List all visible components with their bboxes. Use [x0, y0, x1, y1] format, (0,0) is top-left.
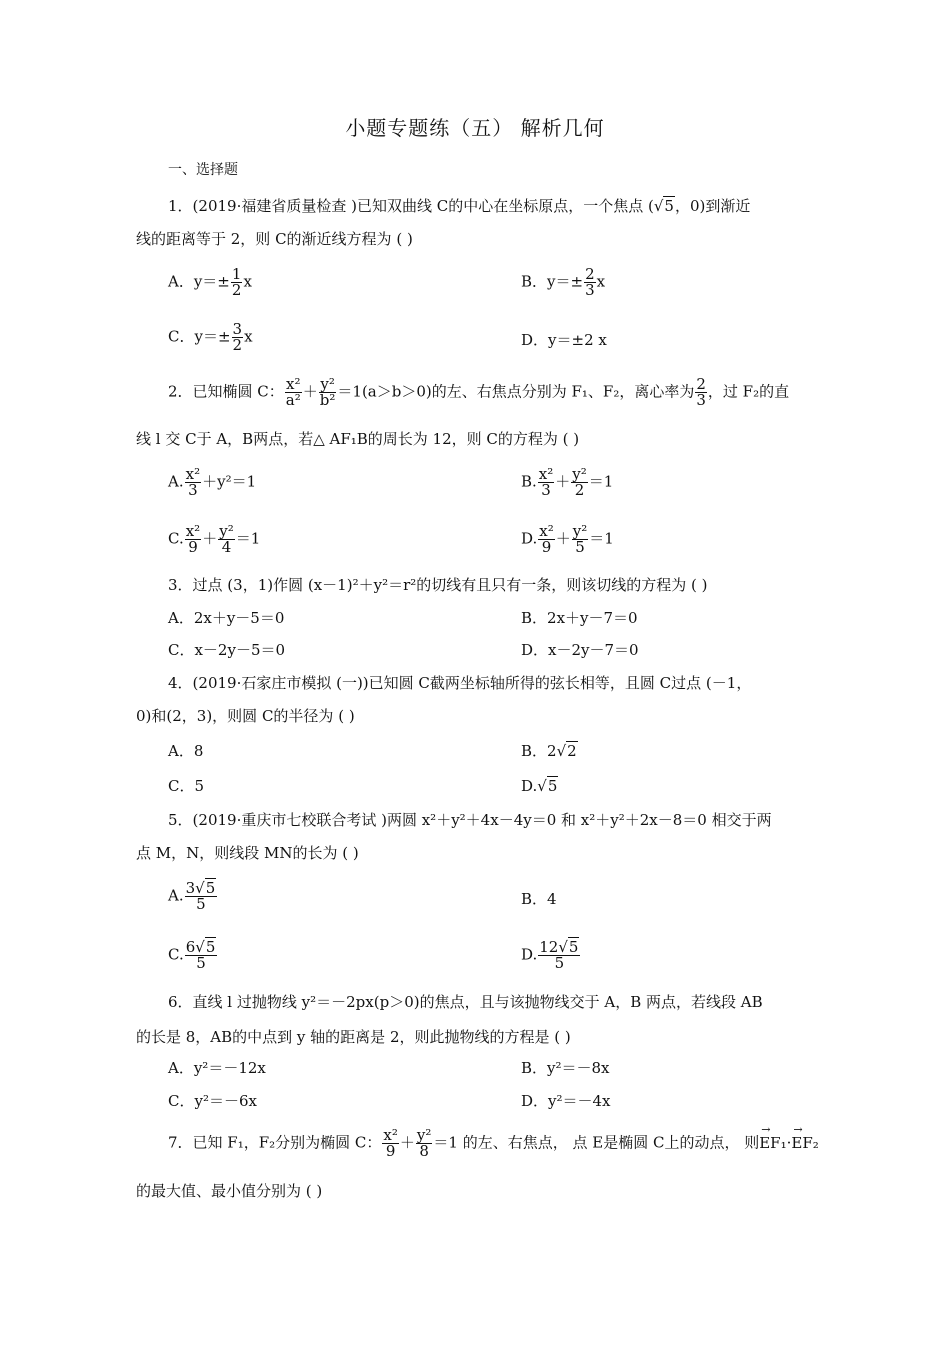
q1-line2: 线的距离等于 2，则 C的渐近线方程为 ( ) — [136, 230, 413, 248]
q7-vector-ef1: → EF₁ — [759, 1133, 786, 1153]
q6-option-c: C．y²＝－6x — [168, 1092, 257, 1110]
q5-line1: 5．(2019·重庆市七校联合考试 )两圆 x²＋y²＋4x－4y＝0 和 x²＋y²＋2x－8＝0 相交于两 — [168, 811, 772, 829]
q7-vector-ef2: → EF₂ — [791, 1133, 818, 1153]
q2-line1: 2．已知椭圆 C： $\frac{\text{x²}}{\text{a²}}$ ＋ $\frac{\text{y²}}{\text{b²}}$ ＝1(a＞b＞0)的左、右焦点分别为 F₁、F₂，离心率为 $\frac{2}{3}$ ，过 F₂的直 — [168, 375, 790, 409]
q3-text: 3．过点 (3，1)作圆 (x－1)²＋y²＝r²的切线有且只有一条，则该切线的方程为 ( ) — [168, 576, 708, 594]
q6-option-b: B．y²＝－8x — [521, 1059, 610, 1077]
q5-option-b: B．4 — [521, 890, 557, 908]
q1-option-d: D．y＝±2 x — [521, 331, 607, 349]
q2-option-a: A. $\frac{\text{x²}}{3}$ ＋y²＝1 — [168, 465, 257, 499]
q1-text-post: ，0)到渐近 — [674, 197, 751, 215]
q4-option-a: A．8 — [168, 742, 204, 760]
q7-line2: 的最大值、最小值分别为 ( ) — [136, 1182, 323, 1200]
q4-option-d: D.√5 — [521, 777, 558, 795]
q4-line1: 4．(2019·石家庄市模拟 (一))已知圆 C截两坐标轴所得的弦长相等，且圆 C过点 (－1， — [168, 674, 752, 692]
section-heading: 一、选择题 — [168, 162, 238, 178]
q3-option-c: C．x－2y－5＝0 — [168, 641, 286, 659]
q6-line2: 的长是 8，AB的中点到 y 轴的距离是 2，则此抛物线的方程是 ( ) — [136, 1028, 571, 1046]
q7-line1: 7．已知 F₁，F₂分别为椭圆 C： $\frac{\text{x²}}{9}$ ＋ $\frac{\text{y²}}{8}$ ＝1 的左、右焦点， 点 E是椭圆 C上的动点， 则→ EF₁·→ EF₂ — [168, 1128, 819, 1159]
q1-option-c: C．y＝± $\frac{3}{2}$ x — [168, 320, 253, 354]
q5-option-c: C. $\frac{6√5}{5}$ — [168, 938, 216, 972]
q2-line2: 线 l 交 C于 A，B两点，若△ AF₁B的周长为 12，则 C的方程为 ( ) — [136, 430, 580, 448]
q5-option-a: A. $\frac{3√5}{5}$ — [168, 879, 216, 913]
q4-option-b: B．2√2 — [521, 742, 577, 760]
q6-option-d: D．y²＝－4x — [521, 1092, 611, 1110]
q3-option-a: A．2x＋y－5＝0 — [168, 609, 285, 627]
q1-text-pre: 1．(2019·福建省质量检查 )已知双曲线 C的中心在坐标原点，一个焦点 ( — [168, 197, 654, 215]
q1-option-b: B．y＝± $\frac{2}{3}$ x — [521, 265, 606, 299]
q3-option-d: D．x－2y－7＝0 — [521, 641, 639, 659]
q4-line2: 0)和(2，3)，则圆 C的半径为 ( ) — [136, 707, 355, 725]
q2-option-d: D. $\frac{\text{x²}}{9}$ ＋ $\frac{\text{y²}}{5}$ ＝1 — [521, 522, 614, 556]
q6-line1: 6．直线 l 过抛物线 y²＝－2px(p＞0)的焦点，且与该抛物线交于 A，B 两点，若线段 AB — [168, 993, 763, 1011]
q1-option-a: A．y＝± $\frac{1}{2}$ x — [168, 265, 252, 299]
q5-option-d: D. $\frac{12√5}{5}$ — [521, 938, 579, 972]
q1-line1 — [168, 196, 750, 216]
q1-sqrt: √5 — [653, 197, 674, 215]
q2-option-c: C. $\frac{\text{x²}}{9}$ ＋ $\frac{\text{y²}}{4}$ ＝1 — [168, 522, 261, 556]
page-title: 小题专题练（五） 解析几何 — [345, 116, 605, 140]
q4-option-c: C．5 — [168, 777, 205, 795]
q2-option-b: B. $\frac{\text{x²}}{3}$ ＋ $\frac{\text{y²}}{2}$ ＝1 — [521, 465, 614, 499]
q6-option-a: A．y²＝－12x — [168, 1059, 266, 1077]
q5-line2: 点 M，N，则线段 MN的长为 ( ) — [136, 844, 359, 862]
q3-option-b: B．2x＋y－7＝0 — [521, 609, 638, 627]
